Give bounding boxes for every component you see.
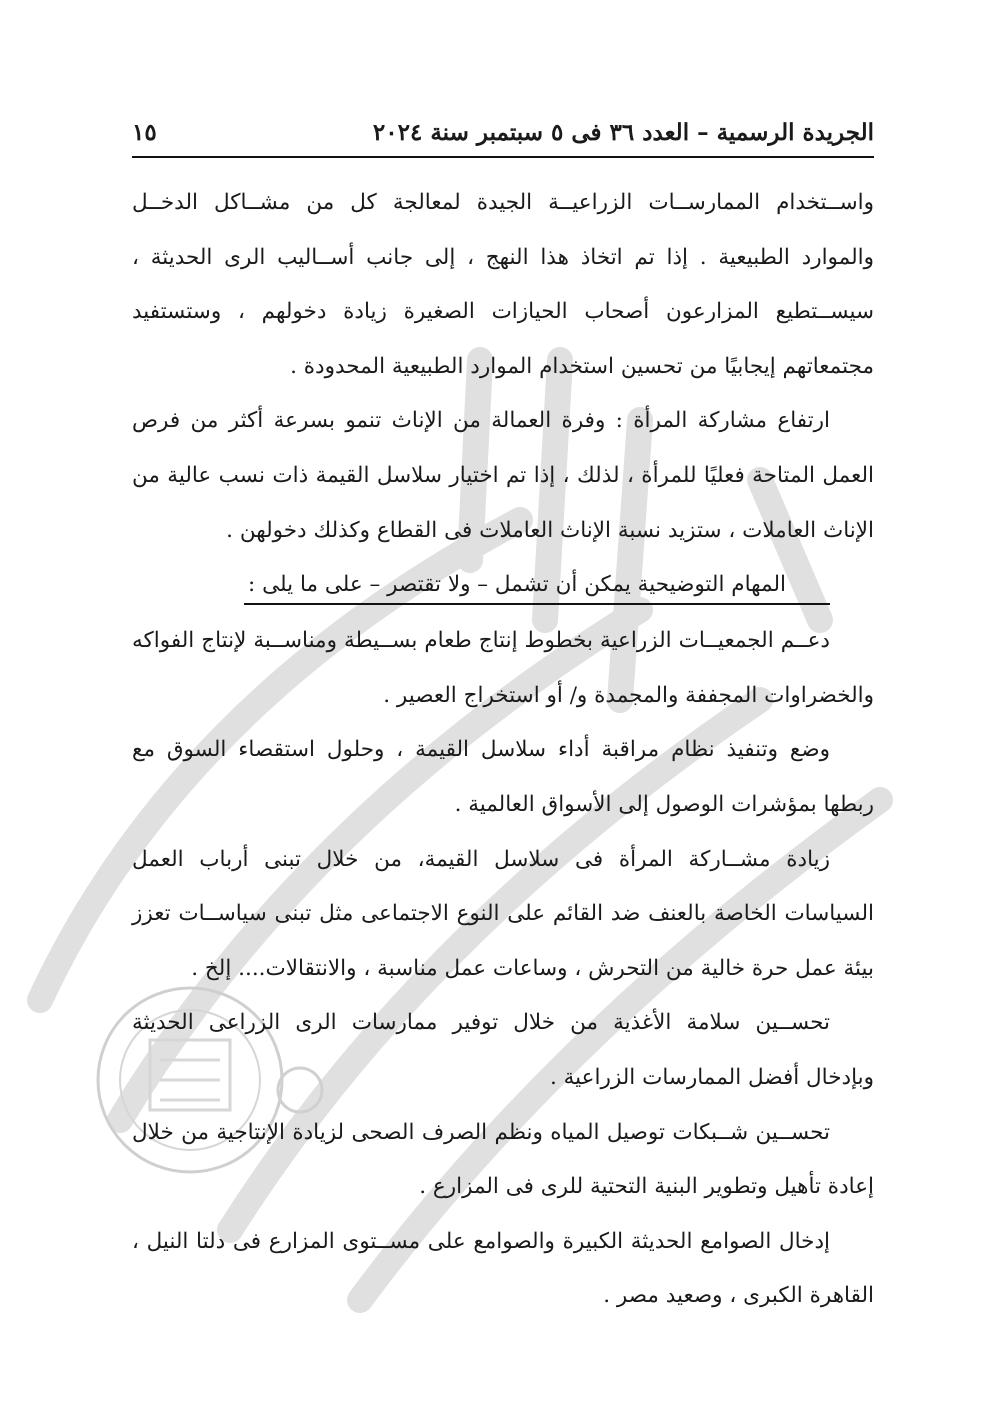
header-title: الجريدة الرسمية – العدد ٣٦ فى ٥ سبتمبر سنة ٢٠٢٤ <box>372 118 874 146</box>
paragraph-continuation: واســتخدام الممارســات الزراعيــة الجيدة لمعالجة كل من مشــاكل الدخــل والموارد الطبيعية . إذا تم اتخاذ هذا النهج ، إلى جانب أســاليب الرى الحديثة ، سيســتطيع المزارعون أصحاب الحيازات الصغيرة زيادة دخولهم ، وستستفيد مجتمعاتهم إيجابيًا من تحسين استخدام الموارد الطبيعية المحدودة . <box>132 190 874 379</box>
header-divider <box>132 156 874 158</box>
tasks-heading: المهام التوضيحية يمكن أن تشمل – ولا تقتصر – على ما يلى : <box>244 567 830 605</box>
page-number: ١٥ <box>132 118 157 146</box>
list-item: دعــم الجمعيــات الزراعية بخطوط إنتاج طعام بســيطة ومناســبة لإنتاج الفواكه والخضراوات المجففة والمجمدة و/ أو استخراج العصير . <box>132 628 874 708</box>
page-header <box>132 112 874 152</box>
list-item: وضع وتنفيذ نظام مراقبة أداء سلاسل القيمة ، وحلول استقصاء السوق مع ربطها بمؤشرات الوصول إلى الأسواق العالمية . <box>132 737 874 817</box>
list-item: إدخال الصوامع الحديثة الكبيرة والصوامع على مســتوى المزارع فى دلتا النيل ، القاهرة الكبرى ، وصعيد مصر . <box>132 1228 874 1309</box>
list-item: زيادة مشــاركة المرأة فى سلاسل القيمة، من خلال تبنى أرباب العمل السياسات الخاصة بالعنف ضد القائم على النوع الاجتماعى مثل تبنى سياســات تعزز بيئة عمل حرة خالية من التحرش ، وساعات عمل مناسبة ، والانتقالات.... إلخ . <box>132 846 874 981</box>
paragraph-women-participation: ارتفاع مشاركة المرأة : وفرة العمالة من الإناث تنمو بسرعة أكثر من فرص العمل المتاحة فعليًا للمرأة ، لذلك ، إذا تم اختيار سلاسل القيمة ذات نسب عالية من الإناث العاملات ، ستزيد نسبة الإناث العاملات فى القطاع وكذلك دخولهن . <box>132 408 874 543</box>
document-body <box>132 176 874 1324</box>
tasks-heading-line <box>132 558 874 614</box>
list-item: تحســين شــبكات توصيل المياه ونظم الصرف الصحى لزيادة الإنتاجية من خلال إعادة تأهيل وتطوير البنية التحتية للرى فى المزارع . <box>132 1119 874 1200</box>
list-item: تحســين سلامة الأغذية من خلال توفير ممارسات الرى الزراعى الحديثة وبإدخال أفضل الممارسات الزراعية . <box>132 1010 874 1090</box>
